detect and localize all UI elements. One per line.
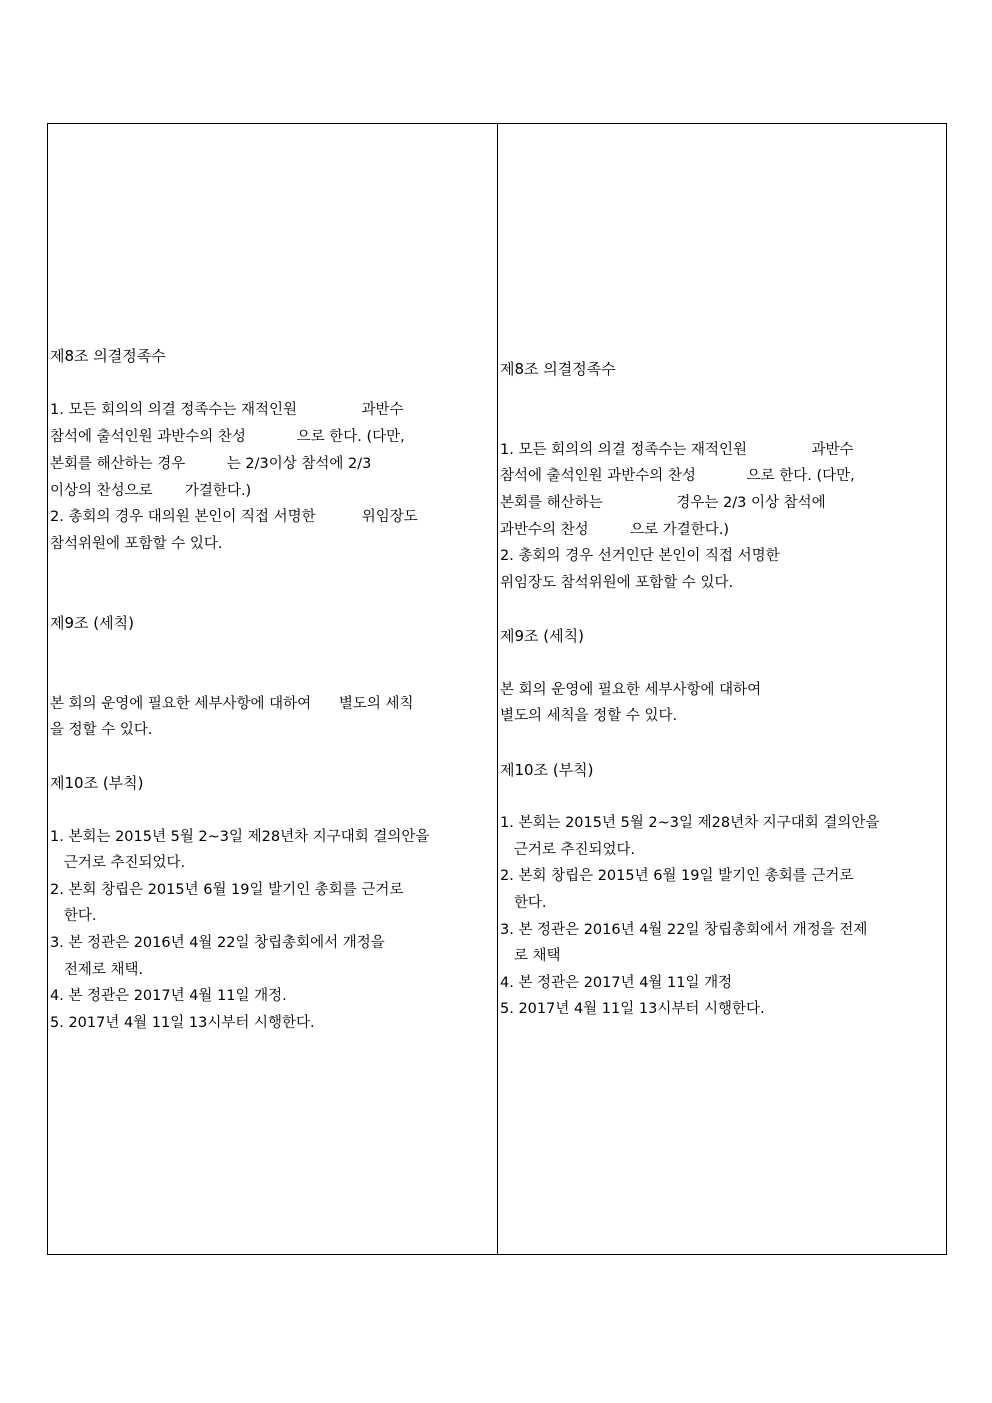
left-art8-line: 본회를 해산하는 경우 는 2/3이상 참석에 2/3: [50, 456, 372, 472]
right-art10-line: 3. 본 정관은 2016년 4월 22일 창립총회에서 개정을 전제: [500, 922, 868, 938]
right-art8-line: 1. 모든 회의의 의결 정족수는 재적인원 과반수: [500, 442, 854, 458]
left-art9-line: 본 회의 운영에 필요한 세부사항에 대하여 별도의 세칙: [50, 696, 414, 712]
right-art8-line: 본회를 해산하는 경우는 2/3 이상 참석에: [500, 495, 826, 511]
right-art10-line: 5. 2017년 4월 11일 13시부터 시행한다.: [500, 1001, 765, 1017]
right-art10-line: 근거로 추진되었다.: [500, 842, 636, 858]
right-art10-title: 제10조 (부칙): [500, 761, 594, 779]
left-art10-line: 전제로 채택.: [50, 962, 144, 978]
right-art8-line: 위임장도 참석위원에 포함할 수 있다.: [500, 575, 734, 591]
left-art9-title: 제9조 (세칙): [50, 614, 134, 632]
right-art10-line: 4. 본 정관은 2017년 4월 11일 개정: [500, 975, 733, 991]
right-art8-line: 2. 총회의 경우 선거인단 본인이 직접 서명한: [500, 548, 780, 564]
right-art10-line: 한다.: [500, 895, 547, 911]
left-art8-line: 2. 총회의 경우 대의원 본인이 직접 서명한 위임장도: [50, 509, 418, 525]
left-art10-line: 한다.: [50, 908, 97, 924]
left-art8-line: 1. 모든 회의의 의결 정족수는 재적인원 과반수: [50, 402, 404, 418]
right-art8-title: 제8조 의결정족수: [500, 360, 616, 378]
right-art9-line: 별도의 세칙을 정할 수 있다.: [500, 708, 678, 724]
left-art10-line: 4. 본 정관은 2017년 4월 11일 개정.: [50, 988, 287, 1004]
left-column: [48, 124, 497, 1255]
right-column: [498, 124, 946, 1255]
right-art10-line: 2. 본회 창립은 2015년 6월 19일 발기인 총회를 근거로: [500, 868, 854, 884]
left-art10-line: 3. 본 정관은 2016년 4월 22일 창립총회에서 개정을: [50, 935, 385, 951]
left-art10-line: 2. 본회 창립은 2015년 6월 19일 발기인 총회를 근거로: [50, 882, 404, 898]
right-art10-line: 로 채택: [500, 948, 561, 964]
left-art8-title: 제8조 의결정족수: [50, 347, 166, 365]
left-art10-line: 5. 2017년 4월 11일 13시부터 시행한다.: [50, 1015, 315, 1031]
left-art9-line: 을 정할 수 있다.: [50, 722, 153, 738]
right-art8-line: 참석에 출석인원 과반수의 찬성 으로 한다. (다만,: [500, 468, 855, 484]
left-art10-title: 제10조 (부칙): [50, 774, 144, 792]
left-art8-line: 이상의 찬성으로 가결한다.): [50, 483, 252, 499]
left-art10-line: 근거로 추진되었다.: [50, 855, 186, 871]
left-art10-line: 1. 본회는 2015년 5월 2~3일 제28년차 지구대회 결의안을: [50, 829, 430, 845]
left-art8-line: 참석위원에 포함할 수 있다.: [50, 536, 223, 552]
right-art8-line: 과반수의 찬성 으로 가결한다.): [500, 522, 730, 538]
right-art10-line: 1. 본회는 2015년 5월 2~3일 제28년차 지구대회 결의안을: [500, 815, 880, 831]
left-art8-line: 참석에 출석인원 과반수의 찬성 으로 한다. (다만,: [50, 429, 405, 445]
right-art9-title: 제9조 (세칙): [500, 627, 584, 645]
right-art9-line: 본 회의 운영에 필요한 세부사항에 대하여: [500, 682, 762, 698]
